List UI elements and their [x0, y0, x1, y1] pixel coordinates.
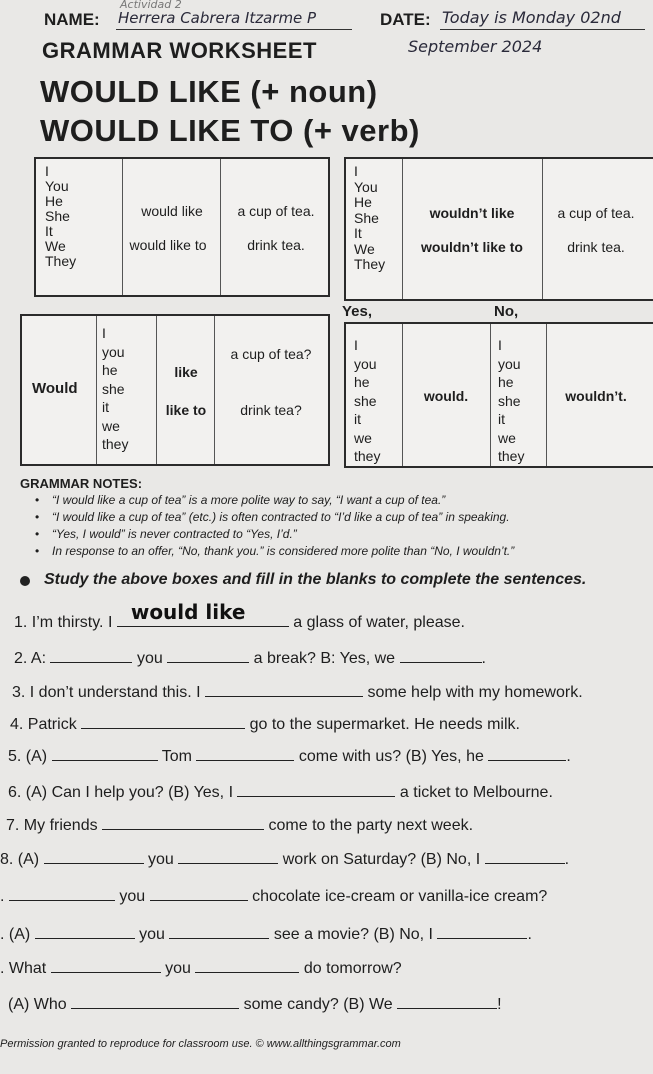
verb-like: like — [174, 364, 198, 380]
answer-blank[interactable] — [9, 886, 115, 901]
pronoun-list-yes: I you he she it we they — [354, 337, 381, 464]
answer-blank[interactable] — [195, 958, 299, 973]
would-word: Would — [32, 380, 78, 397]
answer-blank[interactable] — [397, 994, 497, 1009]
verb-like-to: like to — [165, 402, 207, 418]
answer-blank[interactable] — [488, 746, 566, 761]
pronoun-list: I you he she it we they — [102, 325, 129, 452]
answer-blank[interactable] — [169, 924, 269, 939]
answer-blank[interactable] — [52, 746, 158, 761]
answer-blank[interactable] — [150, 886, 248, 901]
heading-would-like-to: WOULD LIKE TO (+ verb) — [40, 113, 420, 148]
object-cup-of-tea: a cup of tea. — [557, 205, 635, 221]
answer-blank[interactable] — [35, 924, 135, 939]
question-11: . What you do tomorrow? — [0, 960, 402, 977]
note-item: • In response to an offer, “No, thank you.” is considered more polite than “No, I wouldn’t.” — [52, 544, 514, 558]
name-line — [116, 29, 352, 30]
question-6: 6. (A) Can I help you? (B) Yes, I a ticket to Melbourne. — [8, 784, 553, 801]
date-line — [440, 29, 645, 30]
date-label: DATE: — [380, 10, 431, 29]
answer-blank[interactable] — [237, 782, 395, 797]
instruction-bullet — [20, 576, 30, 586]
object-drink-tea: drink tea? — [240, 402, 302, 418]
answer-blank[interactable] — [51, 958, 161, 973]
grammar-notes-title: GRAMMAR NOTES: — [20, 476, 143, 491]
answer-blank[interactable] — [437, 924, 527, 939]
verb-would-like-to: would like to — [129, 237, 207, 253]
instruction: Study the above boxes and fill in the blanks to complete the sentences. — [44, 571, 587, 588]
answer-blank[interactable] — [167, 648, 249, 663]
note-item: • “I would like a cup of tea” is a more polite way to say, “I want a cup of tea.” — [52, 493, 445, 507]
note-item: • “Yes, I would” is never contracted to “Yes, I’d.” — [52, 527, 297, 541]
copyright-footer: Permission granted to reproduce for classroom use. © www.allthingsgrammar.com — [0, 1038, 401, 1050]
answer-blank[interactable] — [485, 849, 565, 864]
note-item: • “I would like a cup of tea” (etc.) is often contracted to “I’d like a cup of tea” in speaking. — [52, 510, 510, 524]
pronoun-list: I You He She It We They — [45, 163, 77, 269]
answer-blank[interactable] — [71, 994, 239, 1009]
affirmative-box — [34, 157, 330, 297]
object-cup-of-tea: a cup of tea? — [230, 346, 312, 362]
question-box — [20, 314, 330, 466]
answer-blank[interactable] — [205, 682, 363, 697]
answer-blank[interactable] — [44, 849, 144, 864]
question-4: 4. Patrick go to the supermarket. He needs milk. — [10, 716, 520, 733]
answer-blank[interactable] — [50, 648, 132, 663]
question-10: . (A) you see a movie? (B) No, I . — [0, 926, 532, 943]
question-9: . you chocolate ice-cream or vanilla-ice cream? — [0, 888, 548, 905]
answer-blank[interactable] — [196, 746, 294, 761]
yes-label: Yes, — [342, 303, 373, 320]
handwritten-answer: would like — [130, 600, 246, 624]
object-cup-of-tea: a cup of tea. — [237, 203, 315, 219]
object-drink-tea: drink tea. — [567, 239, 625, 255]
answer-blank[interactable] — [117, 600, 289, 627]
question-2: 2. A: you a break? B: Yes, we . — [14, 650, 486, 667]
object-drink-tea: drink tea. — [247, 237, 305, 253]
verb-wouldnt-like: wouldn’t like — [429, 205, 515, 221]
verb-wouldnt-like-to: wouldn’t like to — [421, 239, 523, 255]
question-3: 3. I don’t understand this. I some help with my homework. — [12, 684, 583, 701]
would-short-answer: would. — [423, 388, 469, 404]
question-1: 1. I’m thirsty. I would like a glass of water, please. — [14, 600, 465, 631]
answer-blank[interactable] — [400, 648, 482, 663]
short-answers-box — [344, 322, 653, 468]
pronoun-list: I You He She It We They — [354, 163, 386, 272]
wouldnt-short-answer: wouldn’t. — [565, 388, 627, 404]
question-8: 8. (A) you work on Saturday? (B) No, I . — [0, 851, 570, 868]
answer-blank[interactable] — [102, 815, 264, 830]
worksheet-title: GRAMMAR WORKSHEET — [42, 38, 317, 63]
scribble-note: Actividad 2 — [120, 0, 182, 11]
question-5: 5. (A) Tom come with us? (B) Yes, he . — [8, 748, 571, 765]
answer-blank[interactable] — [81, 714, 245, 729]
question-7: 7. My friends come to the party next week. — [6, 817, 474, 834]
negative-box — [344, 157, 653, 301]
question-12: (A) Who some candy? (B) We ! — [8, 996, 502, 1013]
no-label: No, — [494, 303, 519, 320]
date-field-line2: September 2024 — [408, 37, 543, 56]
pronoun-list-no: I you he she it we they — [498, 337, 525, 464]
verb-would-like: would like — [141, 203, 203, 219]
date-field[interactable]: Today is Monday 02nd — [442, 8, 621, 27]
answer-blank[interactable] — [178, 849, 278, 864]
name-field[interactable]: Herrera Cabrera Itzarme P — [118, 9, 317, 27]
heading-would-like: WOULD LIKE (+ noun) — [40, 74, 378, 109]
name-label: NAME: — [44, 10, 100, 29]
